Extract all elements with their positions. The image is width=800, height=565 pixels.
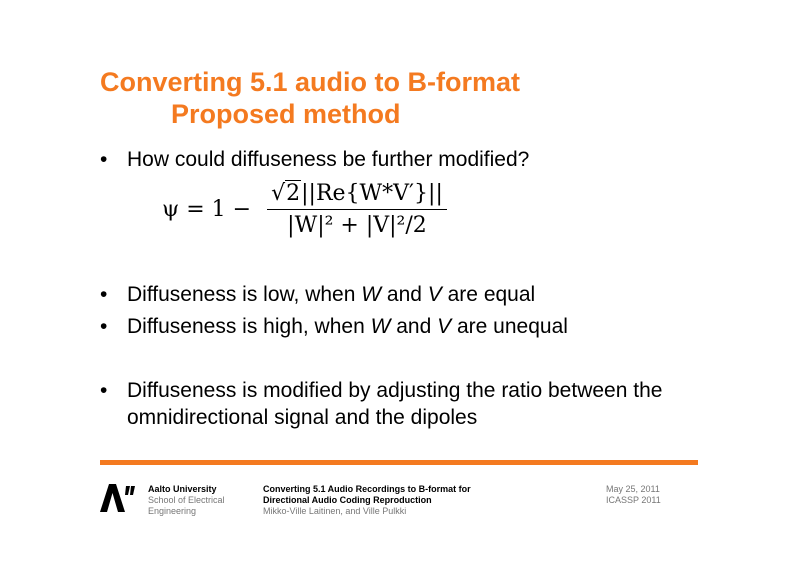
paper-title-line-2: Directional Audio Coding Reproduction [263, 495, 432, 505]
footer-paper [263, 484, 471, 517]
school-line-1: School of Electrical [148, 495, 225, 505]
footer-university [148, 484, 225, 517]
bullet-1-text: How could diffuseness be further modified? [127, 148, 530, 171]
university-name: Aalto University [148, 484, 217, 494]
school-line-2: Engineering [148, 506, 197, 516]
bullet-3 [100, 313, 687, 340]
bullet-dot: • [100, 283, 108, 306]
bullet-dot: • [100, 148, 108, 171]
bullet-3-text: Diffuseness is high, when W and V are unequal [127, 315, 568, 338]
slide-title [100, 66, 520, 130]
paper-authors: Mikko-Ville Laitinen, and Ville Pulkki [263, 506, 407, 516]
aalto-logo-icon [100, 484, 136, 512]
title-line-1: Converting 5.1 audio to B-format [100, 67, 521, 97]
formula-numerator [267, 181, 447, 209]
sqrt-symbol: √2 [271, 180, 301, 206]
bullet-dot: • [100, 315, 108, 338]
bullet-2-text: Diffuseness is low, when W and V are equal [127, 283, 536, 306]
formula-numerator-rest: ||Re{W*V′}|| [301, 180, 443, 206]
formula-denominator: |W|² + |V|²/2 [287, 212, 427, 238]
conference-venue: ICASSP 2011 [606, 495, 661, 505]
bullet-4 [100, 377, 687, 431]
footer-date-venue [606, 484, 661, 506]
bullet-2 [100, 281, 687, 308]
formula-lhs: ψ = 1 − [162, 196, 252, 222]
presentation-date: May 25, 2011 [606, 484, 660, 494]
bullet-4-text: Diffuseness is modified by adjusting the ratio between the omnidirectional signal and the dipoles [127, 379, 663, 429]
bullet-dot: • [100, 379, 108, 402]
bullet-1 [100, 146, 687, 173]
diffuseness-formula [162, 172, 447, 246]
footer-divider [100, 460, 698, 465]
title-line-2: Proposed method [171, 99, 401, 129]
paper-title-line-1: Converting 5.1 Audio Recordings to B-format for [263, 484, 471, 494]
formula-fraction [267, 181, 447, 238]
